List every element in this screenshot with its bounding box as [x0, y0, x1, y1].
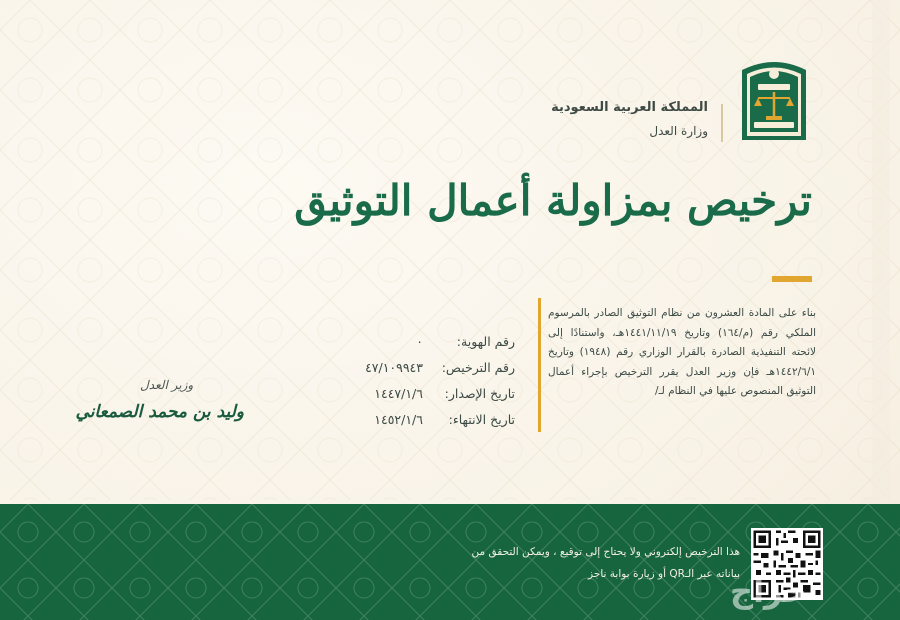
info-value: ٤٧/١٠٩٩٤٣ — [365, 359, 423, 375]
ministry-name: وزارة العدل — [649, 124, 708, 138]
info-label: رقم الترخيص: — [441, 359, 515, 375]
haraj-watermark: حراج — [730, 572, 807, 610]
license-info — [300, 328, 515, 432]
info-value: ١٤٥٢/١/٦ — [374, 411, 423, 427]
footer-note-line2: بياناته عبر الـQR أو زيارة بوابة ناجز — [588, 568, 740, 580]
info-row-expiry-date — [300, 406, 515, 432]
info-value: ١٤٤٧/١/٦ — [374, 385, 423, 401]
title-accent-bar — [772, 276, 812, 282]
info-row-id — [300, 328, 515, 354]
license-body-text: بناء على المادة العشرون من نظام التوثيق الصادر بالمرسوم الملكي رقم (م/١٦٤) وتاريخ ١٤٤١/١١/١٩هـ، واستنادًا إلى لائحته التنفيذية الصادرة بالقرار الوزاري رقم (١٩٤٨) وتاريخ ١٤٤٢/٦/١هـ فإن وزير العدل يقرر الترخيص بإجراء أعمال التوثيق المنصوص عليها في النظام لـ/ — [548, 307, 816, 398]
kingdom-name: المملكة العربية السعودية — [551, 100, 708, 115]
right-edge-strip — [872, 0, 890, 500]
minister-signature: وليد بن محمد الصمعاني — [75, 402, 244, 422]
ministry-of-justice-emblem-icon — [736, 52, 812, 142]
header-divider — [721, 104, 723, 142]
minister-title: وزير العدل — [140, 378, 194, 392]
info-label: رقم الهوية: — [456, 333, 515, 349]
info-label: تاريخ الإصدار: — [444, 385, 515, 401]
info-label: تاريخ الانتهاء: — [448, 411, 515, 427]
info-value: ٠ — [416, 333, 423, 349]
info-row-issue-date — [300, 380, 515, 406]
footer-note-line1: هذا الترخيص إلكتروني ولا يحتاج إلى توقيع ، ويمكن التحقق من — [471, 546, 740, 558]
license-title: ترخيص بمزاولة أعمال التوثيق — [294, 176, 812, 225]
body-vertical-bar — [538, 298, 541, 432]
info-row-license-number — [300, 354, 515, 380]
